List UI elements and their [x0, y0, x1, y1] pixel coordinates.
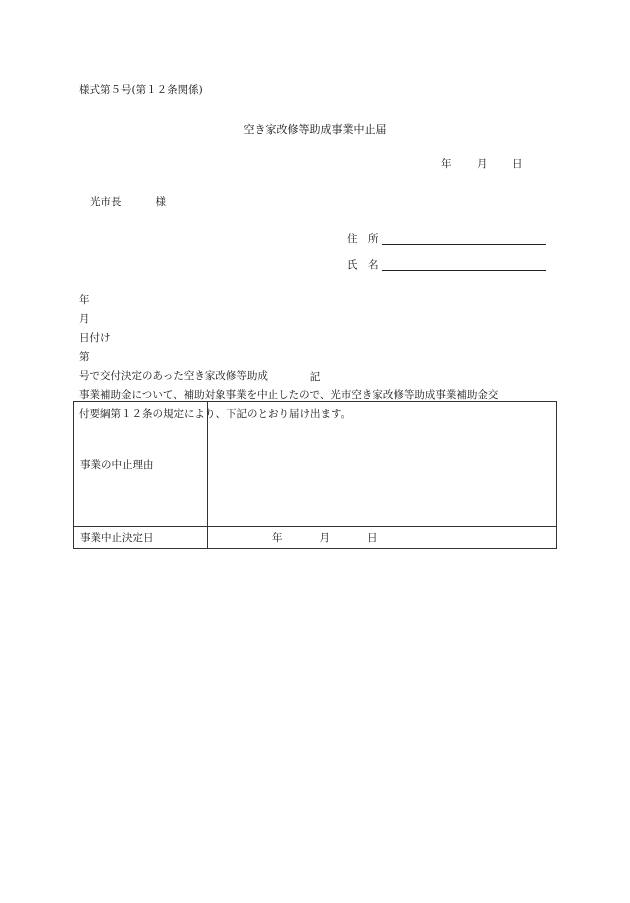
submission-date-year: 年	[441, 158, 452, 170]
decision-year: 年	[272, 532, 283, 544]
ki-heading: 記	[309, 371, 321, 383]
name-label: 氏 名	[347, 259, 379, 271]
addressee-name: 光市長	[90, 196, 122, 208]
body-line-1: 年 月 日付け 第 号で交付決定のあった空き家改修等助成	[79, 294, 268, 382]
table-row	[74, 402, 557, 527]
reason-label: 事業の中止理由	[74, 402, 208, 527]
address-label: 住 所	[347, 233, 379, 245]
document-title: 空き家改修等助成事業中止届	[243, 123, 387, 136]
table-row	[74, 527, 557, 549]
addressee-honorific: 様	[155, 196, 166, 208]
decision-day: 日	[367, 532, 378, 544]
decision-date-label: 事業中止決定日	[74, 527, 208, 549]
decision-month: 月	[319, 532, 330, 544]
address-field[interactable]	[382, 244, 546, 245]
body-line-2: 事業補助金について、補助対象事業を中止したので、光市空き家改修等助成事業補助金交	[79, 389, 499, 401]
name-field[interactable]	[382, 270, 546, 271]
form-id: 様式第５号(第１２条関係)	[79, 84, 203, 96]
submission-date-month: 月	[477, 158, 488, 170]
details-table	[73, 401, 557, 549]
addressee	[90, 194, 166, 209]
submission-date-day: 日	[512, 158, 523, 170]
reason-input[interactable]	[208, 402, 557, 527]
body-line-3: 付要綱第１２条の規定により、下記のとおり届け出ます。	[79, 408, 352, 420]
decision-date-input[interactable]	[208, 527, 557, 549]
